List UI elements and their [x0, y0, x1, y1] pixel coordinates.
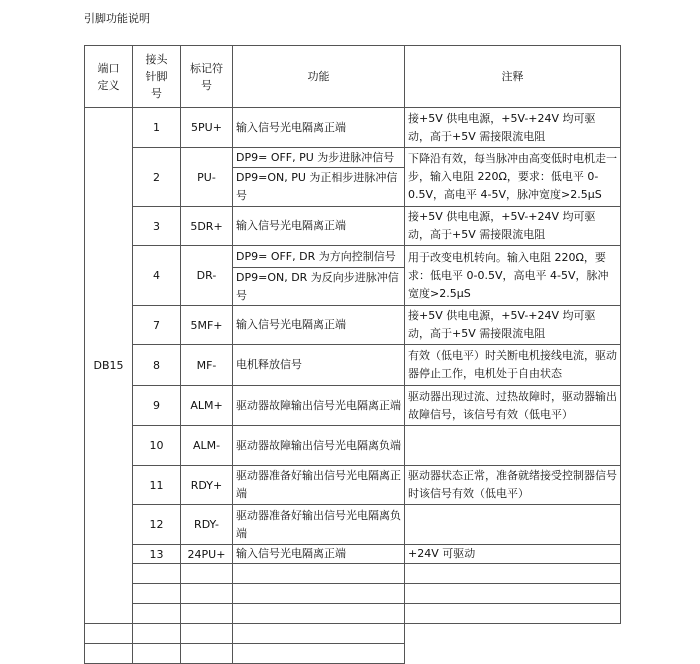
- document-title: 引脚功能说明: [84, 12, 150, 25]
- function-cell-on: DP9=ON, DR 为反向步进脉冲信号: [233, 268, 405, 306]
- function-cell-on: DP9=ON, PU 为正相步进脉冲信号: [233, 168, 405, 207]
- mark-cell: ALM-: [181, 426, 233, 466]
- pin-cell: 3: [133, 207, 181, 246]
- mark-cell: ALM+: [181, 386, 233, 426]
- pin-cell: 11: [133, 466, 181, 505]
- pin-cell: 7: [133, 306, 181, 345]
- note-cell: 接+5V 供电电源，+5V-+24V 均可驱动，高于+5V 需接限流电阻: [405, 306, 621, 345]
- table-header-row: [85, 46, 621, 108]
- mark-cell: DR-: [181, 246, 233, 306]
- table-row: [85, 306, 621, 345]
- header-mark: [181, 46, 233, 108]
- note-cell: 有效（低电平）时关断电机接线电流，驱动器停止工作，电机处于自由状态: [405, 345, 621, 386]
- mark-cell: 5MF+: [181, 306, 233, 345]
- function-cell: 驱动器准备好输出信号光电隔离正端: [233, 466, 405, 505]
- header-pin-line-2: 针脚: [145, 70, 168, 83]
- pin-cell: 4: [133, 246, 181, 306]
- header-note: 注释: [405, 46, 621, 108]
- pin-cell: 13: [133, 545, 181, 564]
- table-row-partial: [85, 644, 621, 664]
- function-cell: 驱动器故障输出信号光电隔离正端: [233, 386, 405, 426]
- note-cell: 接+5V 供电电源，+5V-+24V 均可驱动，高于+5V 需接限流电阻: [405, 207, 621, 246]
- pin-function-table: [84, 45, 621, 664]
- table-row: [85, 505, 621, 545]
- function-cell-off: DP9= OFF, PU 为步进脉冲信号: [233, 148, 405, 168]
- table-row: [85, 426, 621, 466]
- table-row: [85, 148, 621, 168]
- pin-cell: 10: [133, 426, 181, 466]
- table-row: [85, 207, 621, 246]
- mark-cell: RDY+: [181, 466, 233, 505]
- pin-cell: 9: [133, 386, 181, 426]
- note-cell: 接+5V 供电电源，+5V-+24V 均可驱动，高于+5V 需接限流电阻: [405, 108, 621, 148]
- table-row: [85, 386, 621, 426]
- function-cell: 输入信号光电隔离正端: [233, 207, 405, 246]
- header-pin-line-3: 号: [151, 87, 162, 100]
- mark-cell: PU-: [181, 148, 233, 207]
- table-row: [85, 466, 621, 505]
- table-row: [85, 246, 621, 268]
- function-cell: 输入信号光电隔离正端: [233, 306, 405, 345]
- table-row: [85, 108, 621, 148]
- header-mark-line-1: 标记符: [190, 61, 223, 75]
- port-cell: DB15: [85, 108, 133, 624]
- function-cell: 驱动器准备好输出信号光电隔离负端: [233, 505, 405, 545]
- note-cell: 用于改变电机转向。输入电阻 220Ω，要求：低电平 0-0.5V，高电平 4-5V，脉冲宽度>2.5μS: [405, 246, 621, 306]
- note-cell: [405, 426, 621, 466]
- note-cell: 下降沿有效，每当脉冲由高变低时电机走一步，输入电阻 220Ω，要求：低电平 0-0.5V，高电平 4-5V，脉冲宽度>2.5μS: [405, 148, 621, 207]
- header-port-line-2: 定义: [97, 78, 120, 92]
- header-mark-line-2: 号: [201, 78, 212, 92]
- note-cell: 驱动器状态正常，准备就绪接受控制器信号时该信号有效（低电平）: [405, 466, 621, 505]
- mark-cell: 5PU+: [181, 108, 233, 148]
- table-row-partial: [85, 604, 621, 624]
- table-row-partial: [85, 624, 621, 644]
- mark-cell: 5DR+: [181, 207, 233, 246]
- mark-cell: 24PU+: [181, 545, 233, 564]
- header-pin-line-1: 接头: [145, 53, 168, 66]
- table-row: [85, 545, 621, 564]
- pin-cell: 8: [133, 345, 181, 386]
- pin-cell: 1: [133, 108, 181, 148]
- function-cell: 输入信号光电隔离正端: [233, 545, 405, 564]
- function-cell: 驱动器故障输出信号光电隔离负端: [233, 426, 405, 466]
- mark-cell: MF-: [181, 345, 233, 386]
- table-row-partial: [85, 584, 621, 604]
- function-cell: 电机释放信号: [233, 345, 405, 386]
- table-row: [85, 345, 621, 386]
- function-cell-off: DP9= OFF, DR 为方向控制信号: [233, 246, 405, 268]
- pin-cell: 12: [133, 505, 181, 545]
- note-cell: +24V 可驱动: [405, 545, 621, 564]
- mark-cell: RDY-: [181, 505, 233, 545]
- function-cell: 输入信号光电隔离正端: [233, 108, 405, 148]
- note-cell: [405, 505, 621, 545]
- header-function: 功能: [233, 46, 405, 108]
- header-port-line-1: 端口: [97, 61, 120, 75]
- note-cell: 驱动器出现过流、过热故障时，驱动器输出故障信号，该信号有效（低电平）: [405, 386, 621, 426]
- pin-cell: 2: [133, 148, 181, 207]
- header-pin: [133, 46, 181, 108]
- header-port: [85, 46, 133, 108]
